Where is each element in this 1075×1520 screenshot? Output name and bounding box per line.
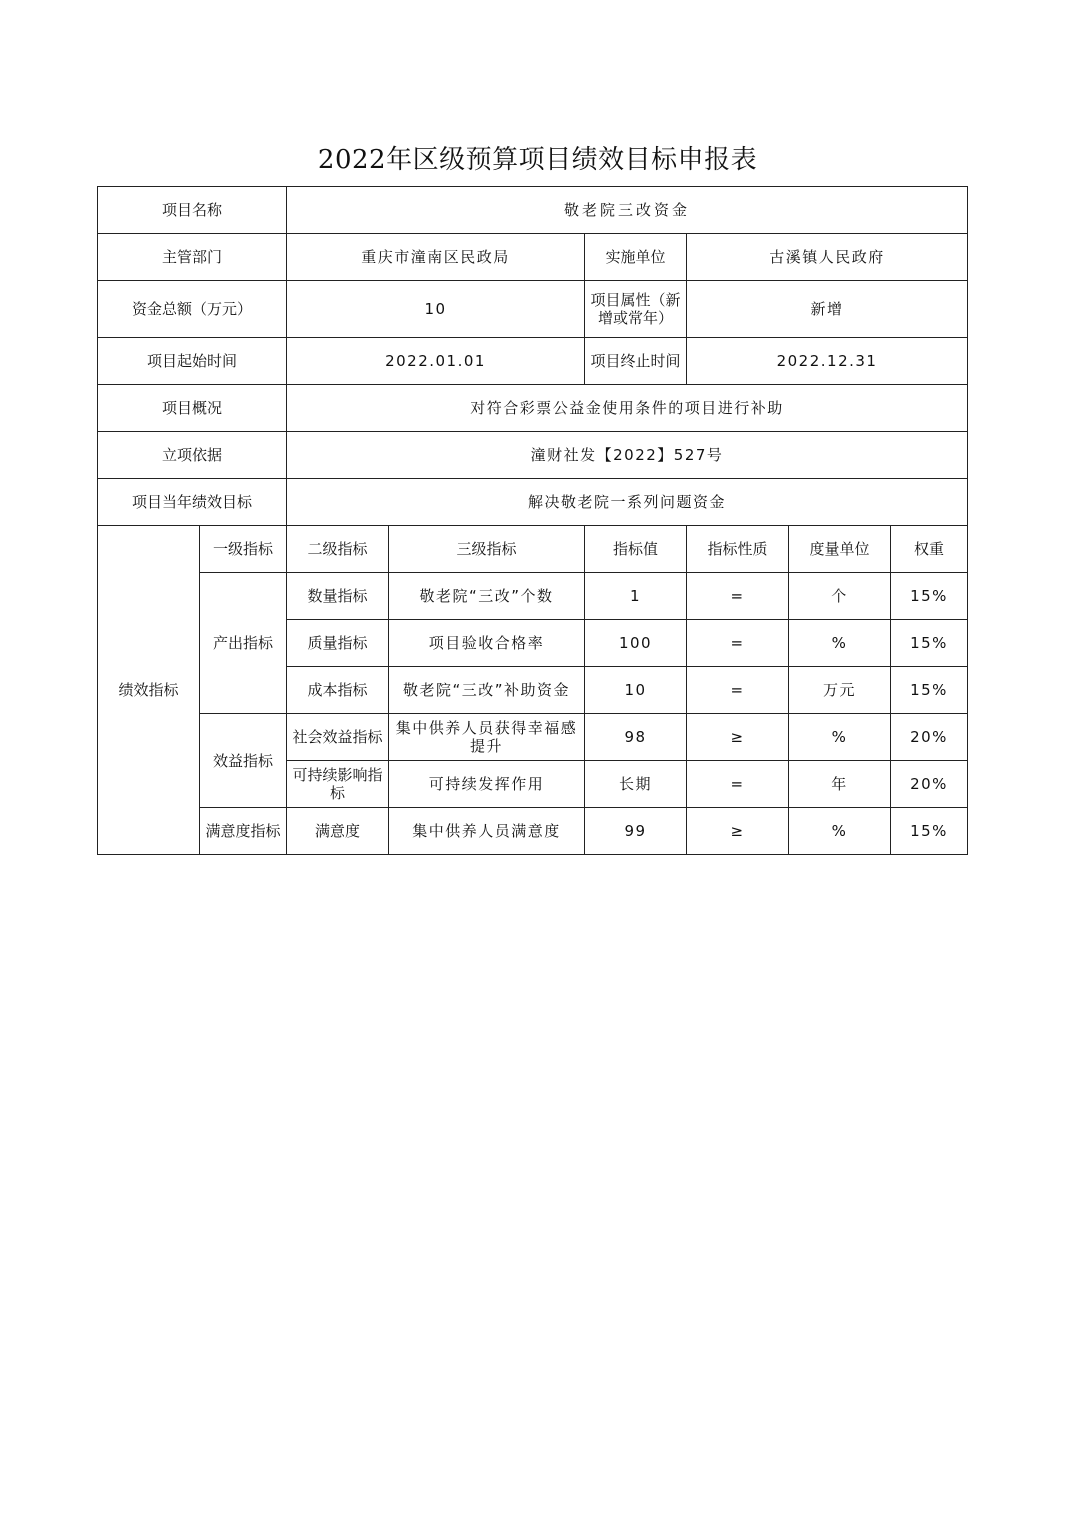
total-funds-label: 资金总额（万元） — [98, 281, 287, 338]
perf-indicator-label: 绩效指标 — [98, 526, 200, 855]
unit-cell: % — [789, 808, 891, 855]
nature-cell: = — [687, 761, 789, 808]
level2-cell: 数量指标 — [287, 573, 389, 620]
page-title: 2022年区级预算项目绩效目标申报表 — [317, 145, 758, 175]
header-weight: 权重 — [891, 526, 968, 573]
row-funds — [98, 281, 968, 338]
indicator-row — [98, 714, 968, 761]
indicator-value-cell: 1 — [585, 573, 687, 620]
nature-cell: = — [687, 573, 789, 620]
unit-cell: 个 — [789, 573, 891, 620]
row-project-name — [98, 187, 968, 234]
level2-cell: 满意度 — [287, 808, 389, 855]
unit-cell: % — [789, 714, 891, 761]
unit-cell: 年 — [789, 761, 891, 808]
header-nature: 指标性质 — [687, 526, 789, 573]
header-level2: 二级指标 — [287, 526, 389, 573]
unit-cell: % — [789, 620, 891, 667]
header-level3: 三级指标 — [389, 526, 585, 573]
level3-cell: 敬老院“三改”个数 — [389, 573, 585, 620]
overview-value: 对符合彩票公益金使用条件的项目进行补助 — [287, 385, 968, 432]
end-time-label: 项目终止时间 — [585, 338, 687, 385]
indicator-value-cell: 100 — [585, 620, 687, 667]
unit-cell: 万元 — [789, 667, 891, 714]
level1-benefit: 效益指标 — [200, 714, 287, 808]
performance-goal-form — [97, 186, 968, 855]
impl-unit-label: 实施单位 — [585, 234, 687, 281]
end-time-value: 2022.12.31 — [687, 338, 968, 385]
row-annual-goal — [98, 479, 968, 526]
row-overview — [98, 385, 968, 432]
level3-cell: 项目验收合格率 — [389, 620, 585, 667]
start-time-label: 项目起始时间 — [98, 338, 287, 385]
annual-goal-label: 项目当年绩效目标 — [98, 479, 287, 526]
level3-cell: 集中供养人员获得幸福感提升 — [389, 714, 585, 761]
indicator-row — [98, 808, 968, 855]
indicator-value-cell: 10 — [585, 667, 687, 714]
indicator-value-cell: 99 — [585, 808, 687, 855]
basis-value: 潼财社发【2022】527号 — [287, 432, 968, 479]
overview-label: 项目概况 — [98, 385, 287, 432]
weight-cell: 15% — [891, 667, 968, 714]
dept-label: 主管部门 — [98, 234, 287, 281]
nature-cell: = — [687, 667, 789, 714]
level2-cell: 社会效益指标 — [287, 714, 389, 761]
row-basis — [98, 432, 968, 479]
project-name-value: 敬老院三改资金 — [287, 187, 968, 234]
level2-cell: 成本指标 — [287, 667, 389, 714]
start-time-value: 2022.01.01 — [287, 338, 585, 385]
attribute-label: 项目属性（新增或常年） — [585, 281, 687, 338]
project-name-label: 项目名称 — [98, 187, 287, 234]
nature-cell: ≥ — [687, 808, 789, 855]
indicator-row — [98, 573, 968, 620]
header-level1: 一级指标 — [200, 526, 287, 573]
weight-cell: 20% — [891, 761, 968, 808]
impl-unit-value: 古溪镇人民政府 — [687, 234, 968, 281]
indicator-value-cell: 98 — [585, 714, 687, 761]
level2-cell: 可持续影响指标 — [287, 761, 389, 808]
dept-value: 重庆市潼南区民政局 — [287, 234, 585, 281]
level1-output: 产出指标 — [200, 573, 287, 714]
basis-label: 立项依据 — [98, 432, 287, 479]
header-value: 指标值 — [585, 526, 687, 573]
total-funds-value: 10 — [287, 281, 585, 338]
indicator-header-row — [98, 526, 968, 573]
weight-cell: 15% — [891, 620, 968, 667]
weight-cell: 15% — [891, 808, 968, 855]
nature-cell: = — [687, 620, 789, 667]
attribute-value: 新增 — [687, 281, 968, 338]
header-unit: 度量单位 — [789, 526, 891, 573]
level1-satisfaction: 满意度指标 — [200, 808, 287, 855]
indicator-value-cell: 长期 — [585, 761, 687, 808]
level3-cell: 可持续发挥作用 — [389, 761, 585, 808]
level2-cell: 质量指标 — [287, 620, 389, 667]
level3-cell: 集中供养人员满意度 — [389, 808, 585, 855]
nature-cell: ≥ — [687, 714, 789, 761]
weight-cell: 15% — [891, 573, 968, 620]
level3-cell: 敬老院“三改”补助资金 — [389, 667, 585, 714]
annual-goal-value: 解决敬老院一系列问题资金 — [287, 479, 968, 526]
weight-cell: 20% — [891, 714, 968, 761]
row-time — [98, 338, 968, 385]
row-dept — [98, 234, 968, 281]
